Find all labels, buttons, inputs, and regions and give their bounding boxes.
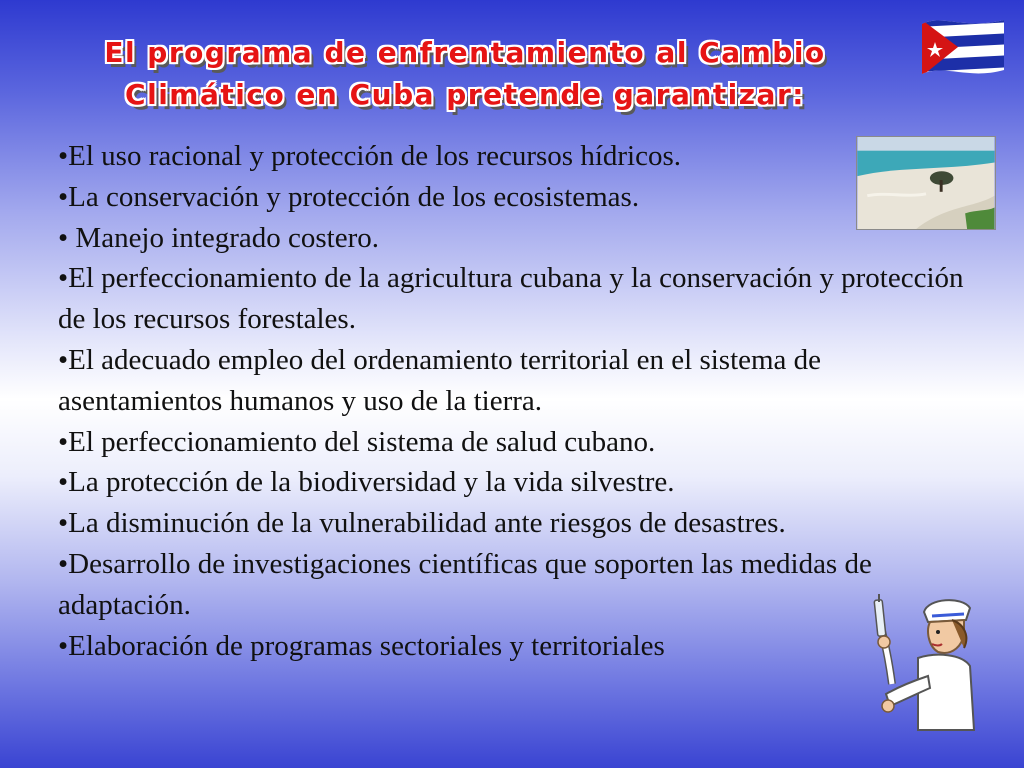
list-item: [58, 258, 988, 340]
title-line-1: El programa de enfrentamiento al Cambio: [104, 36, 826, 69]
list-item: [58, 340, 988, 422]
list-item: [58, 422, 988, 463]
bullet-text: La disminución de la vulnerabilidad ante riesgos de desastres.: [68, 507, 786, 540]
bullet-text: La protección de la biodiversidad y la vida silvestre.: [68, 466, 675, 499]
nurse-clipart: [866, 594, 978, 734]
bullet-list: [58, 136, 988, 666]
slide-title: [50, 32, 880, 116]
bullet-text: La conservación y protección de los ecosistemas.: [68, 180, 640, 213]
list-item: [58, 462, 988, 503]
list-item: [58, 626, 988, 667]
cuban-flag-icon: [918, 14, 1008, 78]
bullet-text: Elaboración de programas sectoriales y territoriales: [68, 629, 665, 662]
list-item: [58, 136, 988, 177]
bullet-text: Manejo integrado costero.: [68, 221, 379, 254]
list-item: [58, 218, 988, 259]
list-item: [58, 177, 988, 218]
bullet-text: El perfeccionamiento del sistema de salud cubano.: [68, 425, 656, 458]
title-line-2: Climático en Cuba pretende garantizar:: [125, 78, 805, 111]
list-item: [58, 544, 988, 626]
bullet-text: El adecuado empleo del ordenamiento territorial en el sistema de asentamientos humanos y uso de la tierra.: [58, 343, 822, 417]
bullet-text: Desarrollo de investigaciones científicas que soporten las medidas de adaptación.: [58, 547, 872, 621]
bullet-text: El uso racional y protección de los recursos hídricos.: [68, 140, 682, 172]
list-item: [58, 503, 988, 544]
bullet-text: El perfeccionamiento de la agricultura cubana y la conservación y protección de los recursos forestales.: [58, 262, 964, 336]
